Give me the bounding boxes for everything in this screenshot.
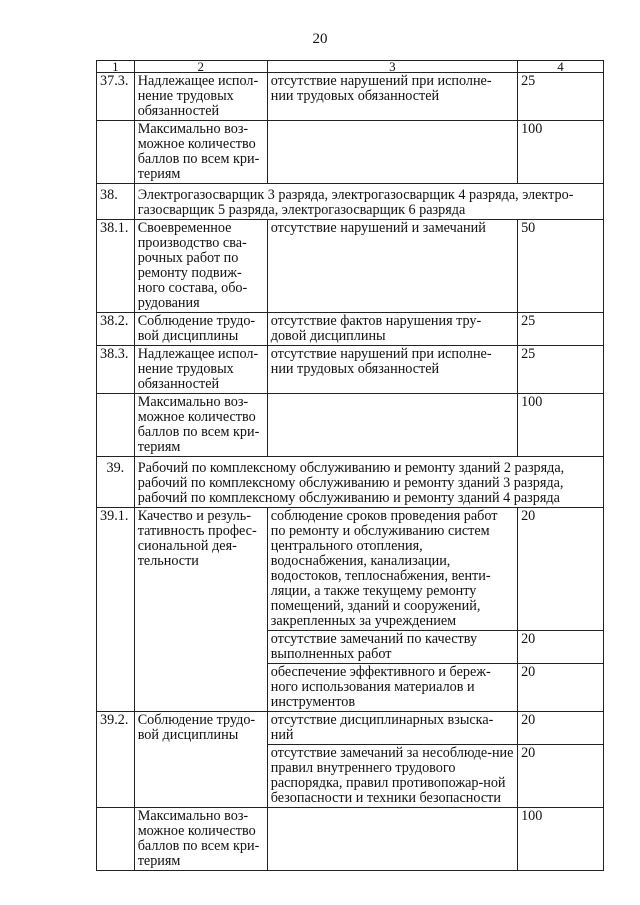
points-value: 20 bbox=[518, 745, 604, 808]
table-row bbox=[97, 346, 604, 394]
criterion-text: отсутствие нарушений при исполне-нии трудовых обязанностей bbox=[267, 73, 517, 121]
points-value: 25 bbox=[518, 313, 604, 346]
empty-cell bbox=[97, 394, 135, 457]
criterion-text: отсутствие замечаний по качеству выполненных работ bbox=[267, 631, 517, 664]
criterion-text: обеспечение эффективного и береж-ного использования материалов и инструментов bbox=[267, 664, 517, 712]
criterion-text: отсутствие дисциплинарных взыска-ний bbox=[267, 712, 517, 745]
points-value: 25 bbox=[518, 73, 604, 121]
points-value: 20 bbox=[518, 664, 604, 712]
criterion-text: соблюдение сроков проведения работ по ремонту и обслуживанию систем центрального отопления, водоснабжения, канализации, водостоков, теплоснабжения, венти-ляции, а также текущему ремонту помещений, зданий и сооружений, закрепленных за учреждением bbox=[267, 508, 517, 631]
criterion-text: отсутствие замечаний за несоблюде-ние правил внутреннего трудового распорядка, правил противопожар-ной безопасности и техники безопасности bbox=[267, 745, 517, 808]
table-row bbox=[97, 712, 604, 745]
criterion-text: отсутствие нарушений и замечаний bbox=[267, 220, 517, 313]
indicator-name: Надлежащее испол-нение трудовых обязанностей bbox=[134, 73, 267, 121]
table-row bbox=[97, 394, 604, 457]
header-col-2: 2 bbox=[134, 61, 267, 73]
page-number: 20 bbox=[312, 31, 328, 47]
table-row bbox=[97, 121, 604, 184]
empty-cell bbox=[267, 808, 517, 871]
points-value: 100 bbox=[518, 394, 604, 457]
indicator-name: Качество и резуль-тативность профес-сиональной дея-тельности bbox=[134, 508, 267, 712]
section-title: Электрогазосварщик 3 разряда, электрогазосварщик 4 разряда, электро-газосварщик 5 разряда, электрогазосварщик 6 разряда bbox=[134, 184, 603, 220]
row-number: 39. bbox=[97, 457, 135, 508]
points-value: 20 bbox=[518, 508, 604, 631]
table-header-row bbox=[97, 61, 604, 73]
indicator-name: Максимально воз-можное количество баллов по всем кри-териям bbox=[134, 808, 267, 871]
empty-cell bbox=[267, 121, 517, 184]
points-value: 100 bbox=[518, 808, 604, 871]
indicator-name: Своевременное производство сва-рочных работ по ремонту подвиж-ного состава, обо-рудования bbox=[134, 220, 267, 313]
row-number: 37.3. bbox=[97, 73, 135, 121]
table-row bbox=[97, 508, 604, 631]
header-col-4: 4 bbox=[518, 61, 604, 73]
empty-cell bbox=[97, 121, 135, 184]
points-value: 25 bbox=[518, 346, 604, 394]
section-title: Рабочий по комплексному обслуживанию и ремонту зданий 2 разряда, рабочий по комплексному обслуживанию и ремонту зданий 3 разряда, рабочий по комплексному обслуживанию и ремонту зданий 4 разряда bbox=[134, 457, 603, 508]
row-number: 38.3. bbox=[97, 346, 135, 394]
points-value: 100 bbox=[518, 121, 604, 184]
indicator-name: Соблюдение трудо-вой дисциплины bbox=[134, 712, 267, 808]
row-number: 38.2. bbox=[97, 313, 135, 346]
indicator-name: Максимально воз-можное количество баллов по всем кри-териям bbox=[134, 121, 267, 184]
points-value: 20 bbox=[518, 631, 604, 664]
row-number: 38.1. bbox=[97, 220, 135, 313]
row-number: 39.2. bbox=[97, 712, 135, 808]
header-col-3: 3 bbox=[267, 61, 517, 73]
table-row bbox=[97, 73, 604, 121]
points-value: 50 bbox=[518, 220, 604, 313]
indicator-name: Соблюдение трудо-вой дисциплины bbox=[134, 313, 267, 346]
indicator-name: Надлежащее испол-нение трудовых обязанностей bbox=[134, 346, 267, 394]
criterion-text: отсутствие нарушений при исполне-нии трудовых обязанностей bbox=[267, 346, 517, 394]
section-row bbox=[97, 184, 604, 220]
empty-cell bbox=[97, 808, 135, 871]
table-row bbox=[97, 220, 604, 313]
criteria-table bbox=[96, 60, 604, 871]
row-number: 38. bbox=[97, 184, 135, 220]
indicator-name: Максимально воз-можное количество баллов по всем кри-териям bbox=[134, 394, 267, 457]
points-value: 20 bbox=[518, 712, 604, 745]
criterion-text: отсутствие фактов нарушения тру-довой дисциплины bbox=[267, 313, 517, 346]
empty-cell bbox=[267, 394, 517, 457]
table-row bbox=[97, 808, 604, 871]
row-number: 39.1. bbox=[97, 508, 135, 712]
header-col-1: 1 bbox=[97, 61, 135, 73]
section-row bbox=[97, 457, 604, 508]
table-row bbox=[97, 313, 604, 346]
